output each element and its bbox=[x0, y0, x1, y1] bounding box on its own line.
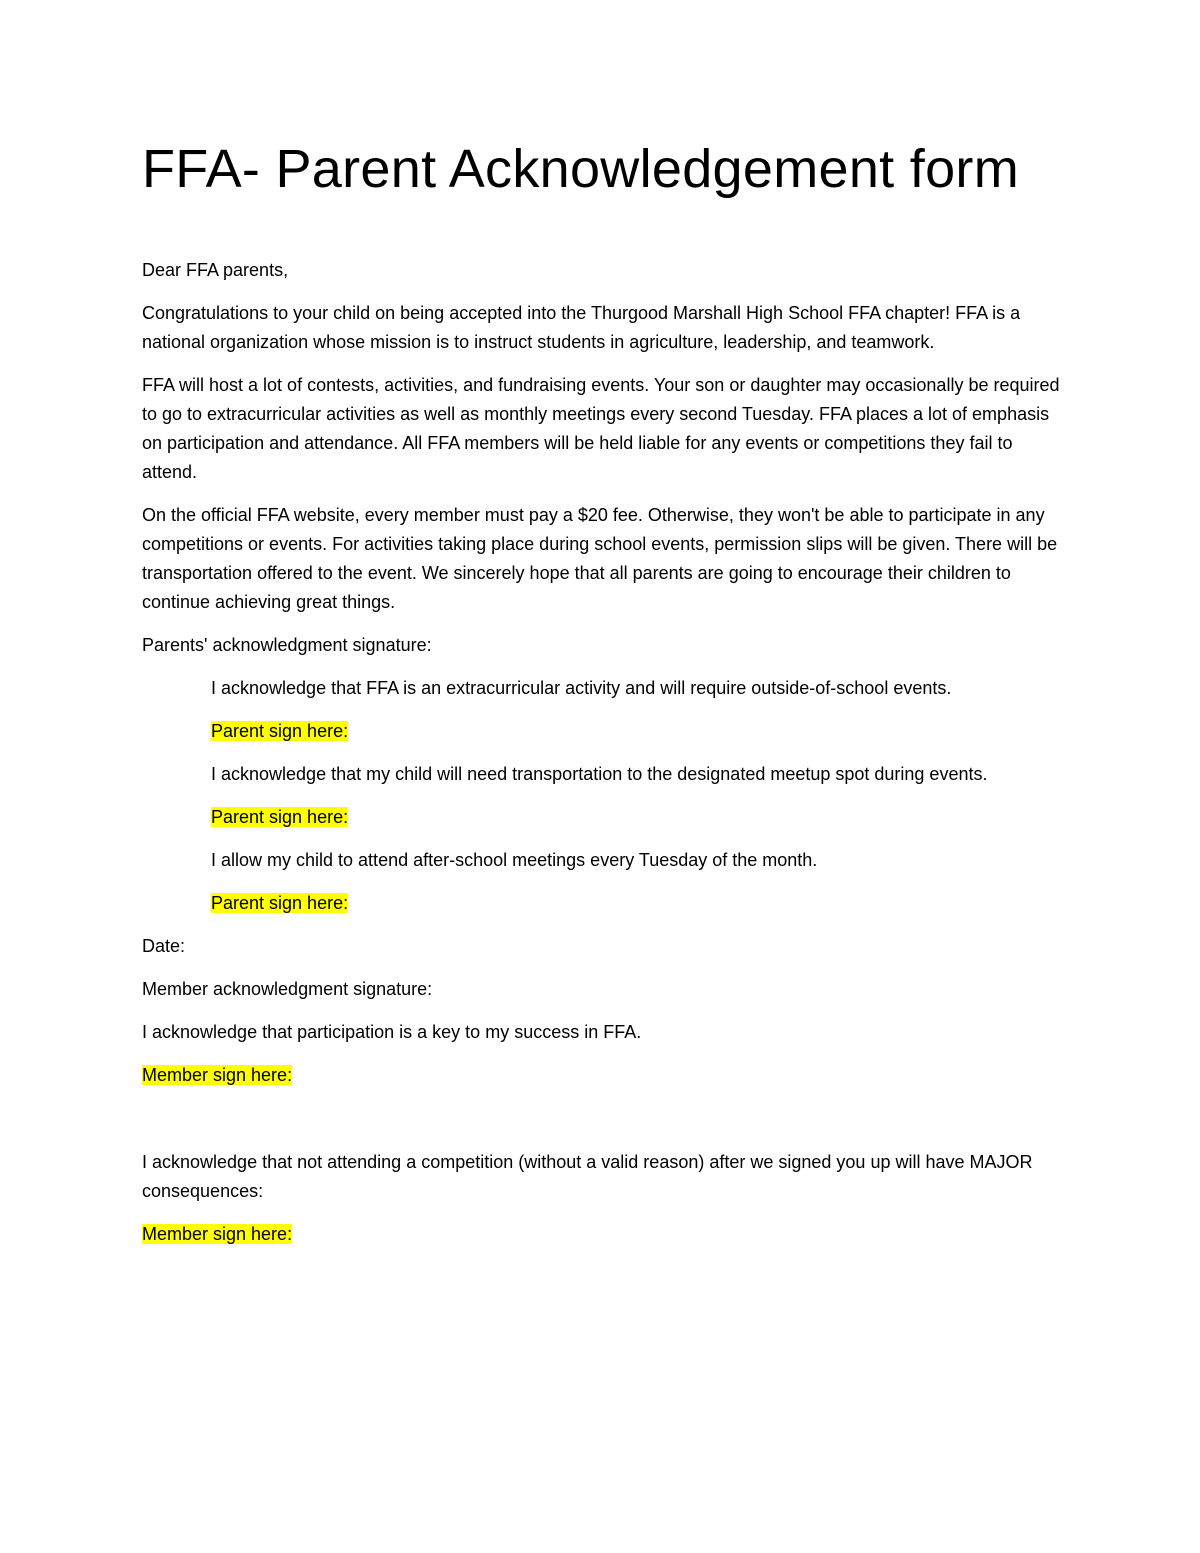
paragraph-fee: On the official FFA website, every member must pay a $20 fee. Otherwise, they won't be able to participate in any competitions or events. For activities taking place during school events, permission slips will be given. There will be transportation offered to the event. We sincerely hope that all parents are going to encourage their children to continue achieving great things. bbox=[142, 505, 1058, 612]
parent-section-heading: Parents' acknowledgment signature: bbox=[142, 635, 432, 655]
parent-sign-field-1[interactable] bbox=[211, 717, 1062, 746]
member-section-heading: Member acknowledgment signature: bbox=[142, 979, 433, 999]
parent-sign-label-2: Parent sign here: bbox=[211, 807, 349, 827]
parent-sign-label-3: Parent sign here: bbox=[211, 893, 349, 913]
parent-sign-field-3[interactable] bbox=[211, 889, 1062, 918]
paragraph-events: FFA will host a lot of contests, activities, and fundraising events. Your son or daughter may occasionally be required to go to extracurricular activities as well as monthly meetings every second Tuesday. FFA places a lot of emphasis on participation and attendance. All FFA members will be held liable for any events or competitions they fail to attend. bbox=[142, 375, 1060, 482]
member-sign-field-2[interactable] bbox=[142, 1220, 1062, 1249]
document-page bbox=[142, 138, 1062, 1263]
salutation: Dear FFA parents, bbox=[142, 260, 289, 280]
parent-statement-3: I allow my child to attend after-school meetings every Tuesday of the month. bbox=[211, 850, 818, 870]
parent-sign-field-2[interactable] bbox=[211, 803, 1062, 832]
document-title: FFA- Parent Acknowledgement form bbox=[142, 139, 1019, 199]
parent-sign-label-1: Parent sign here: bbox=[211, 721, 349, 741]
member-statement-1: I acknowledge that participation is a key to my success in FFA. bbox=[142, 1022, 642, 1042]
parent-statement-2: I acknowledge that my child will need transportation to the designated meetup spot during events. bbox=[211, 764, 988, 784]
parent-statement-1: I acknowledge that FFA is an extracurricular activity and will require outside-of-school events. bbox=[211, 678, 952, 698]
date-field[interactable]: Date: bbox=[142, 936, 186, 956]
member-sign-label-1: Member sign here: bbox=[142, 1065, 293, 1085]
member-statement-2: I acknowledge that not attending a competition (without a valid reason) after we signed you up will have MAJOR consequences: bbox=[142, 1152, 1033, 1201]
member-sign-field-1[interactable] bbox=[142, 1061, 1062, 1090]
member-sign-label-2: Member sign here: bbox=[142, 1224, 293, 1244]
paragraph-congratulations: Congratulations to your child on being accepted into the Thurgood Marshall High School FFA chapter! FFA is a national organization whose mission is to instruct students in agriculture, leadership, and teamwork. bbox=[142, 303, 1021, 352]
